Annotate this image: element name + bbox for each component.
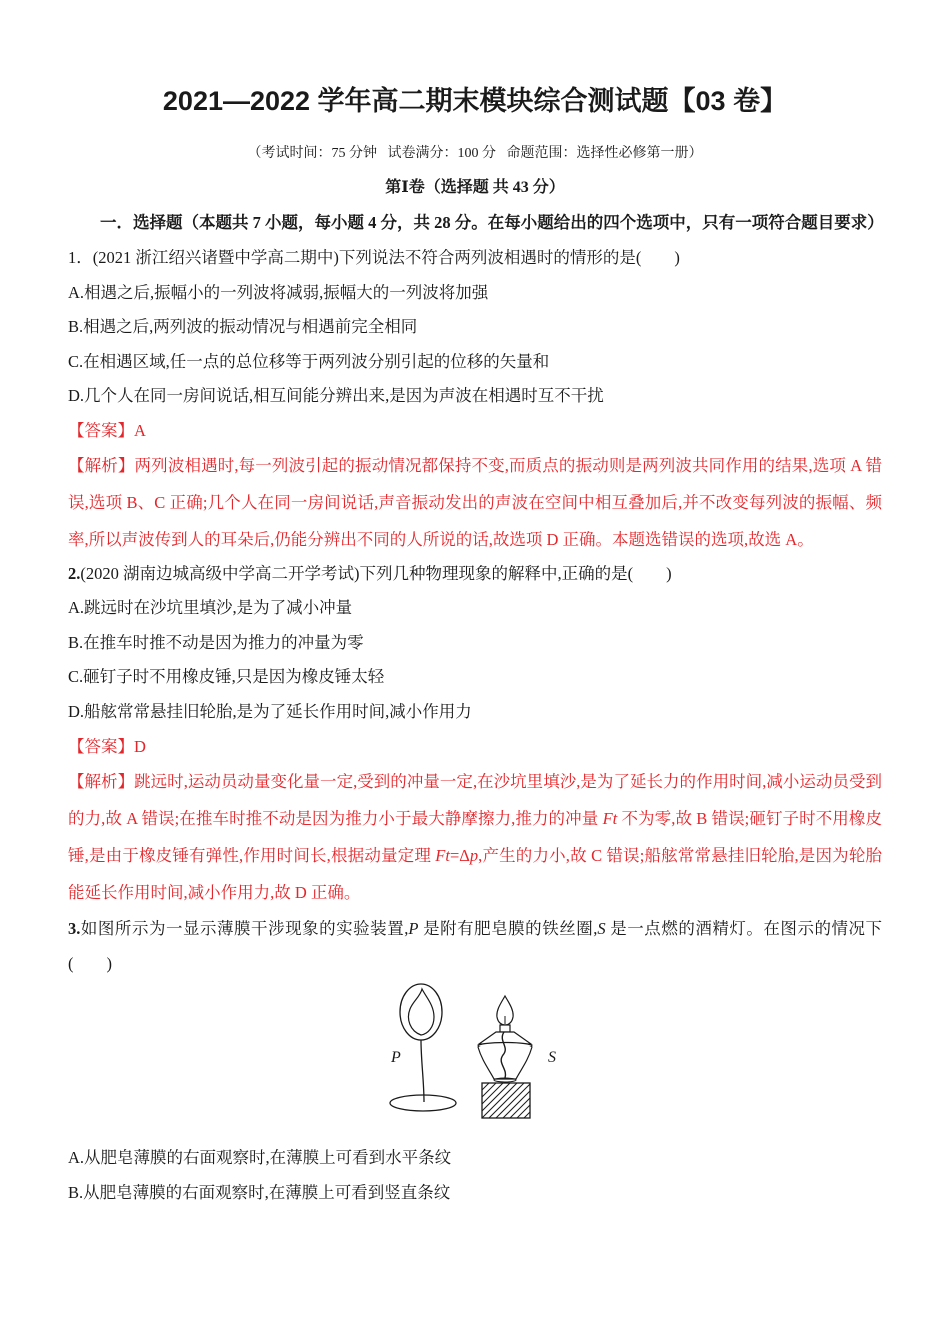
question-number: 1． — [68, 248, 93, 267]
question-stem — [68, 241, 882, 276]
answer-label: 【答案】 — [68, 736, 134, 756]
option-b: B.从肥皂薄膜的右面观察时,在薄膜上可看到竖直条纹 — [68, 1182, 451, 1202]
explanation — [68, 447, 882, 558]
answer-label: 【答案】 — [68, 420, 134, 440]
experiment-figure — [68, 981, 882, 1141]
explanation-text: ,产生的力小,故 C 错误;船舷常常悬挂旧轮胎,是因为轮胎能延长作用时间,减小作用力,故 D 正确。 — [68, 845, 882, 902]
exam-title: 2021—2022 学年高二期末模块综合测试题【03 卷】 — [162, 86, 788, 116]
exam-info: （考试时间：75 分钟 试卷满分：100 分 命题范围：选择性必修第一册） — [247, 146, 703, 161]
question-number: 2. — [68, 563, 81, 583]
question-stem — [68, 911, 882, 981]
option-d: D.几个人在同一房间说话,相互间能分辨出来,是因为声波在相遇时互不干扰 — [68, 386, 604, 406]
wire-stand-stem — [421, 1040, 424, 1102]
question-text: 是一点燃的酒精灯。在图示的情况下( ) — [68, 919, 883, 974]
question-number: 3. — [68, 919, 81, 939]
option-a: A.相遇之后,振幅小的一列波将减弱,振幅大的一列波将加强 — [68, 282, 489, 302]
soap-film — [408, 989, 434, 1035]
question-text: 是附有肥皂膜的铁丝圈, — [418, 919, 598, 939]
explanation-text: 跳远时,运动员动量变化量一定,受到的冲量一定,在沙坑里填沙,是为了延长力的作用时间,减小运动员受到的力,故 A 错误;在推车时推不动是因为推力小于最大静摩擦力,推力的冲量 — [68, 771, 883, 828]
option-c: C.在相遇区域,任一点的总位移等于两列波分别引起的位移的矢量和 — [68, 351, 550, 371]
question-1 — [68, 241, 882, 558]
symbol-s: S — [597, 919, 606, 939]
question-stem — [68, 557, 882, 592]
answer-line — [68, 414, 882, 449]
explanation-label: 【解析】 — [68, 456, 135, 476]
question-3 — [68, 911, 882, 1210]
question-text: 如图所示为一显示薄膜干涉现象的实验装置, — [80, 919, 409, 939]
answer-line — [68, 730, 882, 765]
stand-base — [390, 1095, 456, 1111]
formula-variable: Ft — [435, 845, 450, 865]
formula-operator: =Δ — [449, 845, 470, 865]
option-a: A.跳远时在沙坑里填沙,是为了减小冲量 — [68, 598, 353, 618]
option-d: D.船舷常常悬挂旧轮胎,是为了延长作用时间,减小作用力 — [68, 701, 472, 721]
question-text: (2021 浙江绍兴诸暨中学高二期中)下列说法不符合两列波相遇时的情形的是( ) — [92, 248, 680, 267]
thin-film-apparatus-diagram — [380, 981, 570, 1141]
explanation-text: 两列波相遇时,每一列波引起的振动情况都保持不变,而质点的振动则是两列波共同作用的结果,选项 A 错误,选项 B、C 正确;几个人在同一房间说话,声音振动发出的声波在空间中相互叠加后,并不改变每列波的振幅、频率,所以声波传到人的耳朵后,仍能分辨出不同的人所说的话,故选项 D 正确。本题选错误的选项,故选 A。 — [68, 456, 882, 550]
section-heading: 一．选择题（本题共 7 小题，每小题 4 分，共 28 分。在每小题给出的四个选项中，只有一项符合题目要求） — [100, 213, 884, 232]
part-title: 第Ⅰ卷（选择题 共 43 分） — [385, 179, 565, 196]
option-b: B.相遇之后,两列波的振动情况与相遇前完全相同 — [68, 317, 418, 337]
answer-value: A — [134, 420, 146, 440]
option-a: A.从肥皂薄膜的右面观察时,在薄膜上可看到水平条纹 — [68, 1148, 452, 1168]
explanation-label: 【解析】 — [68, 771, 135, 791]
explanation-text: 不为零,故 B 错误;砸钉子时不用橡皮锤,是由于橡皮锤有弹性,作用时间长,根据动量定理 — [68, 808, 882, 865]
question-2 — [68, 557, 882, 911]
option-c: C.砸钉子时不用橡皮锤,只是因为橡皮锤太轻 — [68, 667, 385, 687]
label-p: P — [391, 1049, 401, 1067]
option-b: B.在推车时推不动是因为推力的冲量为零 — [68, 632, 364, 652]
explanation — [68, 763, 882, 911]
symbol-p: P — [408, 919, 419, 939]
question-text: (2020 湖南边城高级中学高二开学考试)下列几种物理现象的解释中,正确的是( ) — [80, 563, 672, 583]
formula-variable: Ft — [602, 808, 618, 828]
lamp-wick-holder — [500, 1025, 510, 1032]
label-s: S — [548, 1049, 556, 1067]
answer-value: D — [134, 736, 146, 756]
formula-variable: p — [469, 845, 479, 865]
